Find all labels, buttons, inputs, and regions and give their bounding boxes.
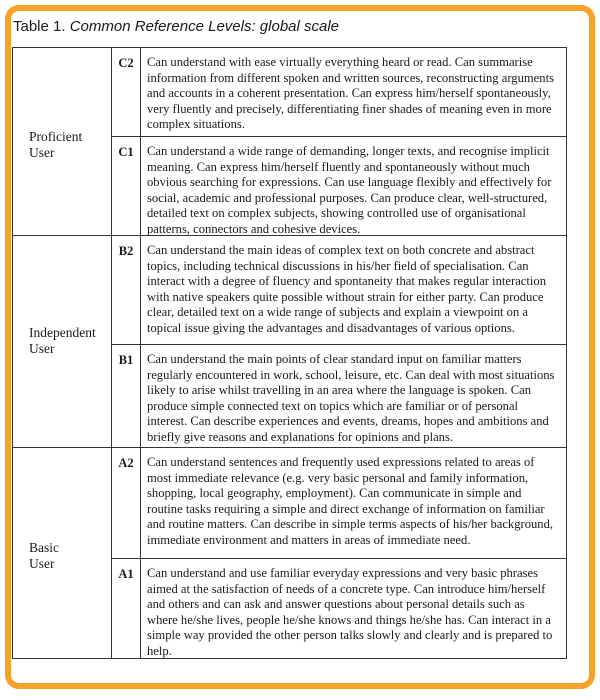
level-row-c2 [111,48,566,136]
level-description: Can understand sentences and frequently used expressions related to areas of most immediate relevance (e.g. very basic personal and family information, shopping, local geography, employment). Can communicate in simple and routine tasks requiring a simple and direct exchange of information on familiar and routine matters. Can describe in simple terms aspects of his/her background, immediate environment and matters in areas of immediate need. [147,455,554,547]
level-row-b2 [111,236,566,344]
level-code: A1 [112,559,141,659]
level-code: A2 [112,448,141,558]
level-description: Can understand the main points of clear standard input on familiar matters regularly encountered in work, school, leisure, etc. Can deal with most situations likely to arise whilst travelling in an area where the language is spoken. Can produce simple connected text on topics which are familiar or of personal interest. Can describe experiences and events, dreams, hopes and ambitions and briefly give reasons and explanations for opinions and plans. [147,352,555,444]
table-caption [13,18,339,35]
level-row-a2 [111,448,566,558]
band-basic-user [13,447,566,658]
band-label [29,325,111,357]
band-label-line1: Basic [29,540,59,555]
level-description: Can understand with ease virtually everything heard or read. Can summarise information from different spoken and written sources, reconstructing arguments and accounts in a coherent presentation. Can express him/herself spontaneously, very fluently and precisely, differentiating finer shades of meaning even in more complex situations. [147,55,554,132]
band-independent-user [13,235,566,447]
band-label [29,540,111,572]
band-label-line2: User [29,556,55,571]
level-code: C2 [112,48,141,136]
level-row-c1 [111,136,566,245]
band-proficient-user [13,48,566,245]
level-code: B1 [112,345,141,448]
level-row-a1 [111,558,566,659]
caption-title: Common Reference Levels: global scale [69,18,340,35]
level-description: Can understand the main ideas of complex text on both concrete and abstract topics, including technical discussions in his/her field of specialisation. Can interact with a degree of fluency and spontaneity that makes regular interaction with native speakers quite possible without strain for either party. Can produce clear, detailed text on a wide range of subjects and explain a viewpoint on a topical issue giving the advantages and disadvantages of various options. [147,243,546,335]
level-row-b1 [111,344,566,448]
level-description: Can understand a wide range of demanding, longer texts, and recognise implicit meaning. Can express him/herself fluently and spontaneously without much obvious searching for expressions. Can use language flexibly and effectively for social, academic and professional purposes. Can produce clear, well-structured, detailed text on complex subjects, showing controlled use of organisational patterns, connectors and cohesive devices. [147,144,552,236]
level-code: C1 [112,137,141,245]
band-label-line2: User [29,145,55,160]
band-label-line1: Proficient [29,129,83,144]
band-label-line1: Independent [29,325,96,340]
level-code: B2 [112,236,141,344]
reference-levels-table [12,47,567,659]
caption-label: Table 1. [13,18,66,35]
band-label [29,129,111,161]
level-description: Can understand and use familiar everyday expressions and very basic phrases aimed at the satisfaction of needs of a concrete type. Can introduce him/herself and others and can ask and answer questions about personal details such as where he/she lives, people he/she knows and things he/she has. Can interact in a simple way provided the other person talks slowly and clearly and is prepared to help. [147,566,553,658]
band-label-line2: User [29,341,55,356]
